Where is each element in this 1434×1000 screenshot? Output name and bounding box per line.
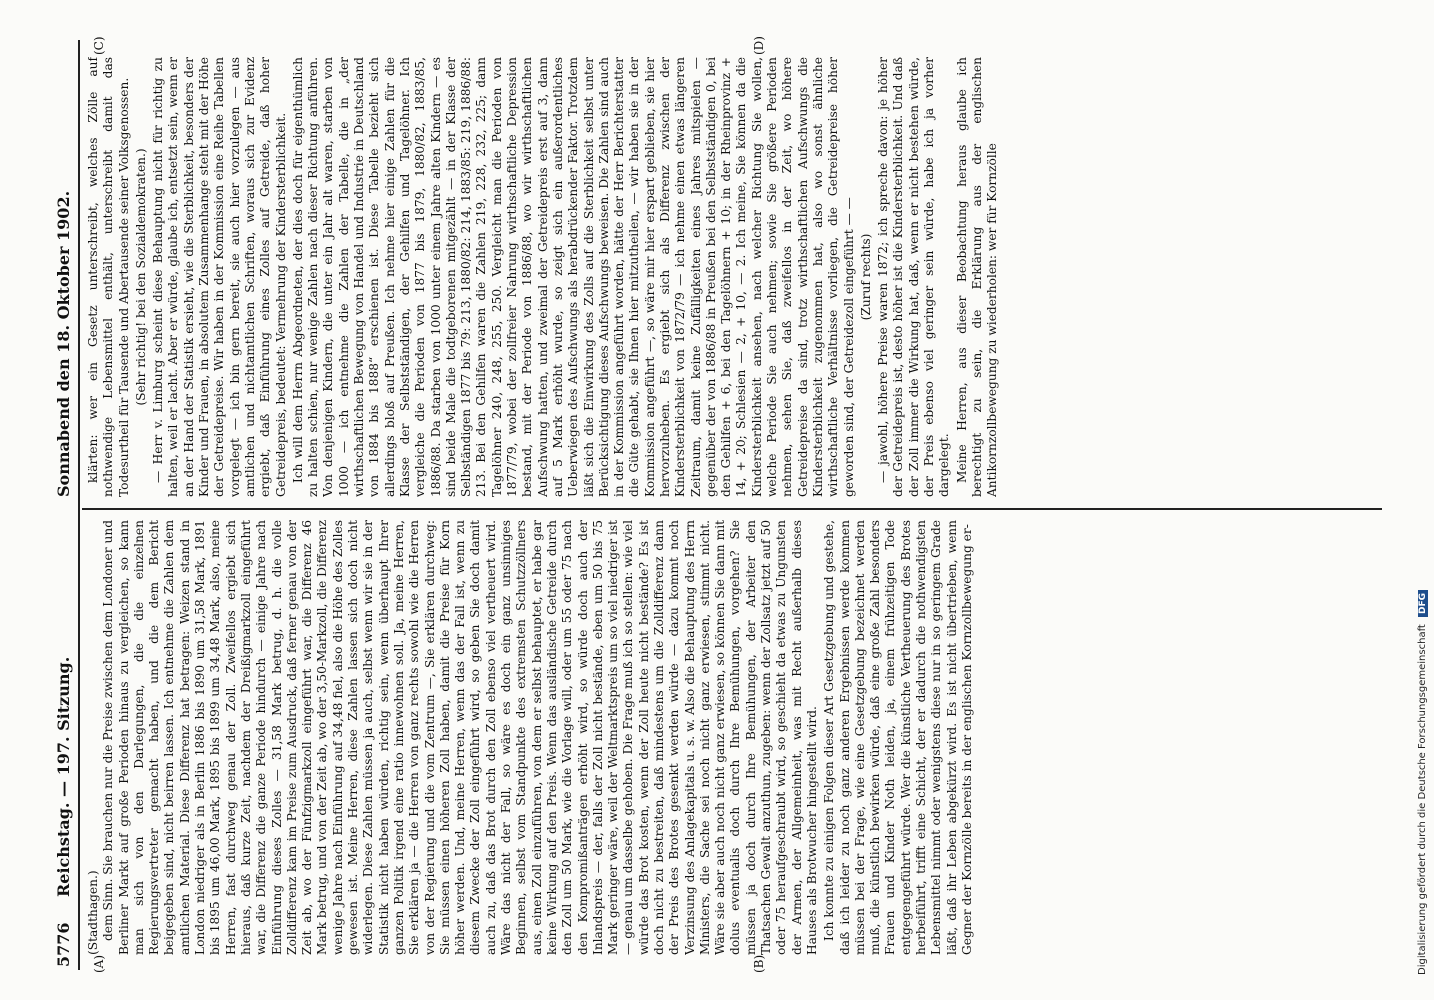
column-divider [82, 509, 1382, 511]
text-column-left [86, 520, 1386, 955]
paragraph: Ich will dem Herrn Abgeordneten, der dies doch für eigenthümlich zu halten schien, nur wenige Zahlen nach dieser Richtung anführen. Von denjenigen Kindern, die unter ein Jahr alt waren, starben von 1000 — ich entnehme die Zahlen der Tabelle, die in „der wirthschaftlichen Bewegung von Handel und Industrie in Deutschland von 1884 bis 1888“ erschienen ist. Diese Tabelle bezieht sich allerdings bloß auf Preußen. Ich nehme hier einige Zahlen für die Klasse der Selbstständigen, der Gehilfen und Tagelöhner. Ich vergleiche die Perioden von 1877 bis 1879, 1880/82, 1883/85, 1886/88. Da starben von 1000 unter einem Jahre alten Kindern — es sind beide Male die todtgeborenen mitgezählt — in der Klasse der Selbständigen 1877 bis 79: 213, 1880/82: 214, 1883/85: 219, 1886/88: 213. Bei den Gehilfen waren die Zahlen 219, 228, 232, 225; dann Tagelöhner 240, 248, 255, 250. Vergleicht man die Perioden von 1877/79, wobei der zollfreier Nahrung wirthschaftliche Depression bestand, mit der Periode von 1886/88, wo wir wirthschaftlichen Aufschwung hatten, und zweimal der Getreidepreis erst auf 3, dann auf 5 Mark erhöht wurde, so zeigt sich ein außerordentliches Ueberwiegen des Aufschwungs als herabdrückender Faktor. Trotzdem läßt sich die Einwirkung des Zolls auf die Sterblichkeit selbst unter Berücksichtigung dieses Aufschwungs beweisen. Die Zahlen sind auch in der Kommission angeführt worden, hätte der Herr Berichterstatter die Güte gehabt, sie Ihnen hier mitzutheilen, — wir haben sie in der Kommission angeführt —, so wäre mir hier erspart geblieben, sie hier hervorzuheben. Es ergiebt sich als Differenz zwischen der Kindersterblichkeit von 1872/79 — ich nehme einen etwas längeren Zeitraum, damit keine Zufälligkeiten eines Jahres mitspielen — gegenüber der von 1886/88 in Preußen bei den Selbstständigen 0, bei den Gehilfen + 6, bei den Tagelöhnern + 10; in der Rheinprovinz + 14, + 20; Schlesien — 2, + 10, — 2. Ich meine, Sie können da die Kindersterblichkeit ansehen, nach welcher Richtung Sie wollen, welche Periode Sie auch nehmen; sowie Sie größere Perioden nehmen, sehen Sie, daß zweifellos in der Zeit, wo höhere Getreidepreise da sind, trotz wirthschaftlichen Aufschwungs die Kindersterblichkeit zugenommen hat, also wo sonst ähnliche wirthschaftliche Verhältnisse vorliegen, die Getreidepreise höher geworden sind, der Getreidezoll eingeführt — — [290, 57, 856, 497]
margin-marker-b: (B) [752, 954, 766, 973]
speaker-label: (Stadthagen.) [86, 870, 100, 955]
page-header [52, 42, 78, 967]
paragraph: Ich konnte zu einigen Folgen dieser Art Gesetzgebung und gestehe, daß ich leider zu noch ganz anderen Ergebnissen werde kommen müssen bei der Frage, wie eine Gesetzgebung bezeichnet werden muß, die künstlich bewirken würde, daß eine große Zahl besonders Frauen und Kinder Noth leiden, ja, einem frühzeitigen Tode entgegengeführt würde. Wer die künstliche Vertheuerung des Brotes herbeiführt, trifft eine Schicht, der er dadurch die nothwendigsten Lebensmittel nimmt oder wenigstens diese nur in so geringem Grade läßt, daß ihr Leben abgekürzt wird. Es ist nicht übertrieben, wenn Gegner der Kornzölle bereits in der englischen Kornzollbewegung er- [822, 520, 974, 955]
margin-marker-d: (D) [752, 36, 766, 55]
session-date: Sonnabend den 18. Oktober 1902. [54, 190, 73, 497]
margin-marker-c: (C) [92, 36, 106, 55]
paragraph: — jawohl, höhere Preise waren 1872; ich spreche davon: je höher der Getreidepreis ist, desto höher ist die Kindersterblichkeit. Und daß der Zoll immer die Wirkung hat, daß, wenn er nicht bestehen würde, der Preis ebenso viel geringer sein würde, habe ich ja vorher dargelegt. [876, 57, 952, 497]
text-column-right [86, 57, 1386, 497]
digitization-credit [1417, 75, 1431, 975]
margin-marker-a: (A) [92, 954, 106, 973]
paragraph: — Herr v. Limburg scheint diese Behauptung nicht für richtig zu halten, weil er lacht. Aber er würde, glaube ich, entsetzt sein, wenn er an der Hand der Statistik ersieht, wie die Sterblichkeit, besonders der Kinder und Frauen, in absolutem Zusammenhange steht mit der Höhe der Getreidepreise. Wir haben in der Kommission eine Reihe Tabellen vorgelegt — ich bin gern bereit, sie auch hier vorzulegen — aus amtlichen und nichtamtlichen Schriften, woraus sich zur Evidenz ergiebt, daß Einführung eines Zolles auf Getreide, daß hoher Getreidepreis, bedeutet: Vermehrung der Kindersterblichkeit. [151, 57, 288, 497]
paragraph: dem Sinn. Sie brauchen nur die Preise zwischen dem Londoner und Berliner Markt auf große Perioden hinaus zu vergleichen, so kann man sich von den Darlegungen, die die einzelnen Regierungsvertreter gemacht haben, und die dem Bericht beigegeben sind, nicht beirren lassen. Ich entnehme die Zahlen dem amtlichen Material. Diese Differenz hat betragen: Weizen stand in London niedriger als in Berlin 1886 bis 1890 um 31,58 Mark, 1891 bis 1895 um 46,00 Mark, 1895 bis 1899 um 34,48 Mark, also, meine Herren, fast durchweg genau der Zoll. Zweifellos ergiebt sich hieraus, daß kurze Zeit, nachdem der Dreißigmarkzoll eingeführt war, die Differenz die ganze Periode hindurch — einige Jahre nach Einführung dieses Zolles — 31,58 Mark betrug, d. h. die volle Zolldifferenz kam im Preise zum Ausdruck, daß ferner genau von der Zeit ab, wo der Fünfzigmarkzoll eingeführt war, die Differenz 46 Mark betrug, und von der Zeit ab, wo der 3,50-Markzoll, die Differenz wenige Jahre nach Einführung auf 34,48 fiel, also die Höhe des Zolles gewesen ist. Meine Herren, diese Zahlen lassen sich doch nicht widerlegen. Diese Zahlen müssen ja auch, selbst wenn wir sie in der Statistik nicht haben würden, richtig sein, wenn überhaupt Ihrer ganzen Politik irgend eine ratio innewohnen soll. Ja, meine Herren, Sie erklären ja — die Herren von ganz rechts sowohl wie die Herren von der Regierung und die vom Zentrum —, Sie erklären durchweg: Sie müssen einen höheren Zoll haben, damit die Preise für Korn höher werden. Und, meine Herren, wenn das der Fall ist, wenn zu diesem Zwecke der Zoll eingeführt wird, so geben Sie doch damit auch zu, daß das Brot durch den Zoll ebenso viel vertheuert wird. Wäre das nicht der Fall, so wäre es doch ein ganz unsinniges Beginnen, selbst vom Standpunkte des extremsten Schutzzöllners aus, einen Zoll einzuführen, von dem er selbst behauptet, er habe gar keine Wirkung auf den Preis. Wenn das ausländische Getreide durch den Zoll um 50 Mark, wie die Vorlage will, oder um 55 oder 75 nach den Kompromißanträgen erhöht wird, so würde doch auch der Inlandspreis — der, falls der Zoll nicht bestände, eben um 50 bis 75 Mark geringer wäre, weil der Weltmarktspreis um so viel niedriger ist — genau um dasselbe gehoben. Die Frage muß ich so stellen: wie viel würde das Brot kosten, wenn der Zoll heute nicht bestände? Es ist doch nicht zu bestreiten, daß mindestens um die Zolldifferenz dann der Preis des Brotes gesenkt werden würde — dazu kommt noch Verzinsung des Anlagekapitals u. s. w. Also die Behauptung des Herrn Ministers, die Sache sei noch nicht ganz erwiesen, stimmt nicht. Wäre sie aber auch noch nicht ganz erwiesen, so können Sie dann mit dolus eventualis doch durch Ihre Bemühungen, vorgehen? Sie müssen ja doch durch Ihre Bemühungen, der Arbeiter den Thatsachen Gewalt anzuthun, zugeben: wenn der Zollsatz jetzt auf 50 oder 75 heraufgeschraubt wird, so geschieht da etwas zu Ungunsten der Armen, der Allgemeinheit, was mit Recht außerhalb dieses Hauses als Brotwucher hingestellt wird. [101, 520, 819, 955]
rotated-page-content [52, 35, 1432, 975]
credit-text: Digitalisierung gefördert durch die Deutsche Forschungsgemeinschaft [1417, 624, 1428, 975]
session-title: Reichstag. — 197. Sitzung. [54, 656, 73, 897]
interjection: (Zuruf rechts) [858, 233, 873, 321]
page-number: 5776 [54, 922, 73, 967]
dfg-logo: DFG [1418, 590, 1428, 617]
paragraph: Meine Herren, aus dieser Beobachtung heraus glaube ich berechtigt zu sein, die Erklärung aus der englischen Antikornzollbewegung zu wiederholen: wer für Kornzölle [954, 57, 1000, 497]
interjection: (Sehr richtig! bei den Sozialdemokraten.) [133, 148, 148, 406]
paragraph: klärten: wer ein Gesetz unterschreibt, welches Zölle auf nothwendige Lebensmittel enthält, unterschreibt damit das Todesurtheil für Tausende und Abertausende seiner Volksgenossen. [86, 57, 131, 497]
header-rule [78, 40, 80, 970]
